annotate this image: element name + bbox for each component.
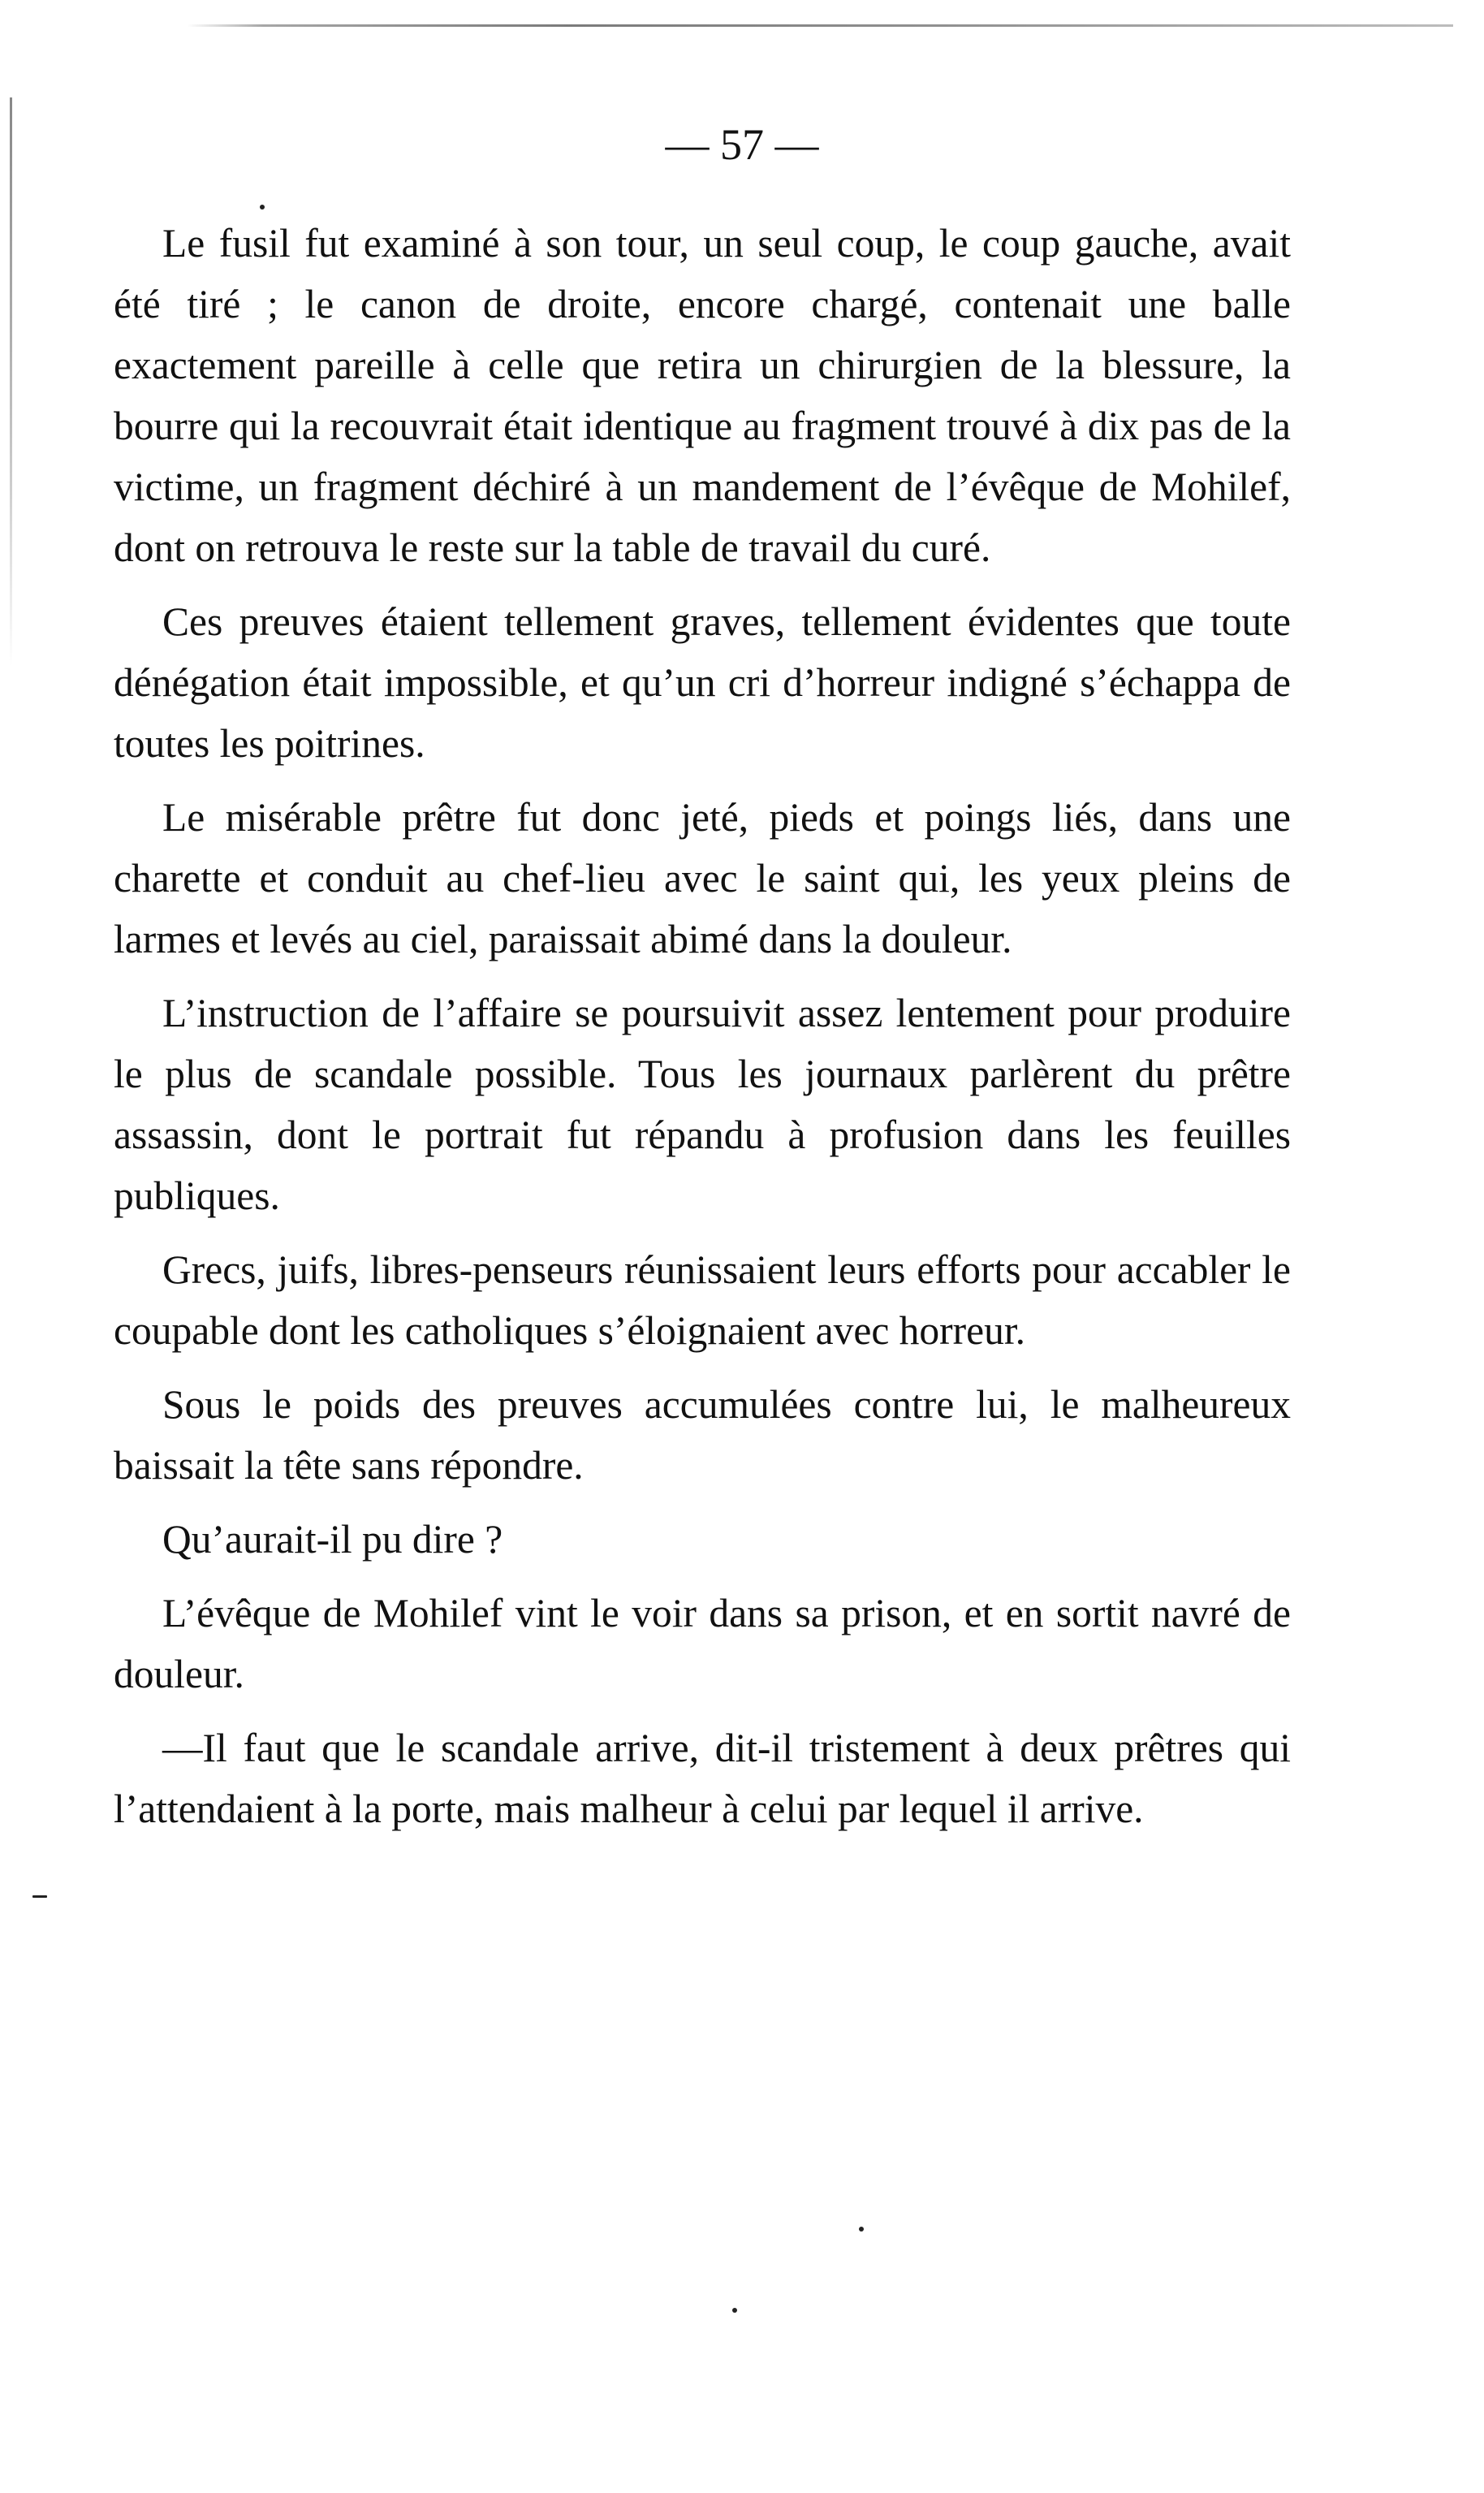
scan-speck: [859, 2227, 864, 2232]
paragraph: Le fusil fut examiné à son tour, un seul coup, le coup gauche, avait été tiré ; le canon de droite, encore chargé, contenait une balle exactement pareille à celle que retira un chirurgien de la blessure, la bourre qui la recouvrait était identique au fragment trouvé à dix pas de la victime, un fragment déchiré à un mandement de l’évêque de Mohilef, dont on retrouva le reste sur la table de travail du curé.: [114, 221, 1291, 570]
body-text: [114, 213, 1291, 1852]
paragraph: Grecs, juifs, libres-penseurs réunissaient leurs efforts pour accabler le coupable dont les catholiques s’éloignaient avec horreur.: [114, 1247, 1291, 1353]
scan-speck: [732, 2308, 737, 2313]
paragraph: Qu’aurait-il pu dire ?: [162, 1517, 503, 1562]
paragraph: L’évêque de Mohilef vint le voir dans sa prison, et en sortit navré de douleur.: [114, 1591, 1291, 1696]
page-number: — 57 —: [665, 120, 819, 169]
paragraph: Ces preuves étaient tellement graves, tellement évidentes que toute dénégation était impossible, et qu’un cri d’horreur indigné s’échappa de toutes les poitrines.: [114, 599, 1291, 766]
scan-speck: [32, 1895, 47, 1898]
paragraph: Sous le poids des preuves accumulées contre lui, le malheureux baissait la tête sans répondre.: [114, 1382, 1291, 1488]
paragraph: L’instruction de l’affaire se poursuivit assez lentement pour produire le plus de scandale possible. Tous les journaux parlèrent du prêtre assassin, dont le portrait fut répandu à profusion dans les feuilles publiques.: [114, 991, 1291, 1218]
left-scan-edge: [10, 97, 12, 666]
scan-speck: [260, 205, 265, 210]
paragraph: Le misérable prêtre fut donc jeté, pieds et poings liés, dans une charette et conduit au chef-lieu avec le saint qui, les yeux pleins de larmes et levés au ciel, paraissait abimé dans la douleur.: [114, 795, 1291, 961]
top-scan-rule: [187, 24, 1453, 27]
paragraph: —Il faut que le scandale arrive, dit-il tristement à deux prêtres qui l’attendaient à la porte, mais malheur à celui par lequel il arrive.: [114, 1726, 1291, 1831]
